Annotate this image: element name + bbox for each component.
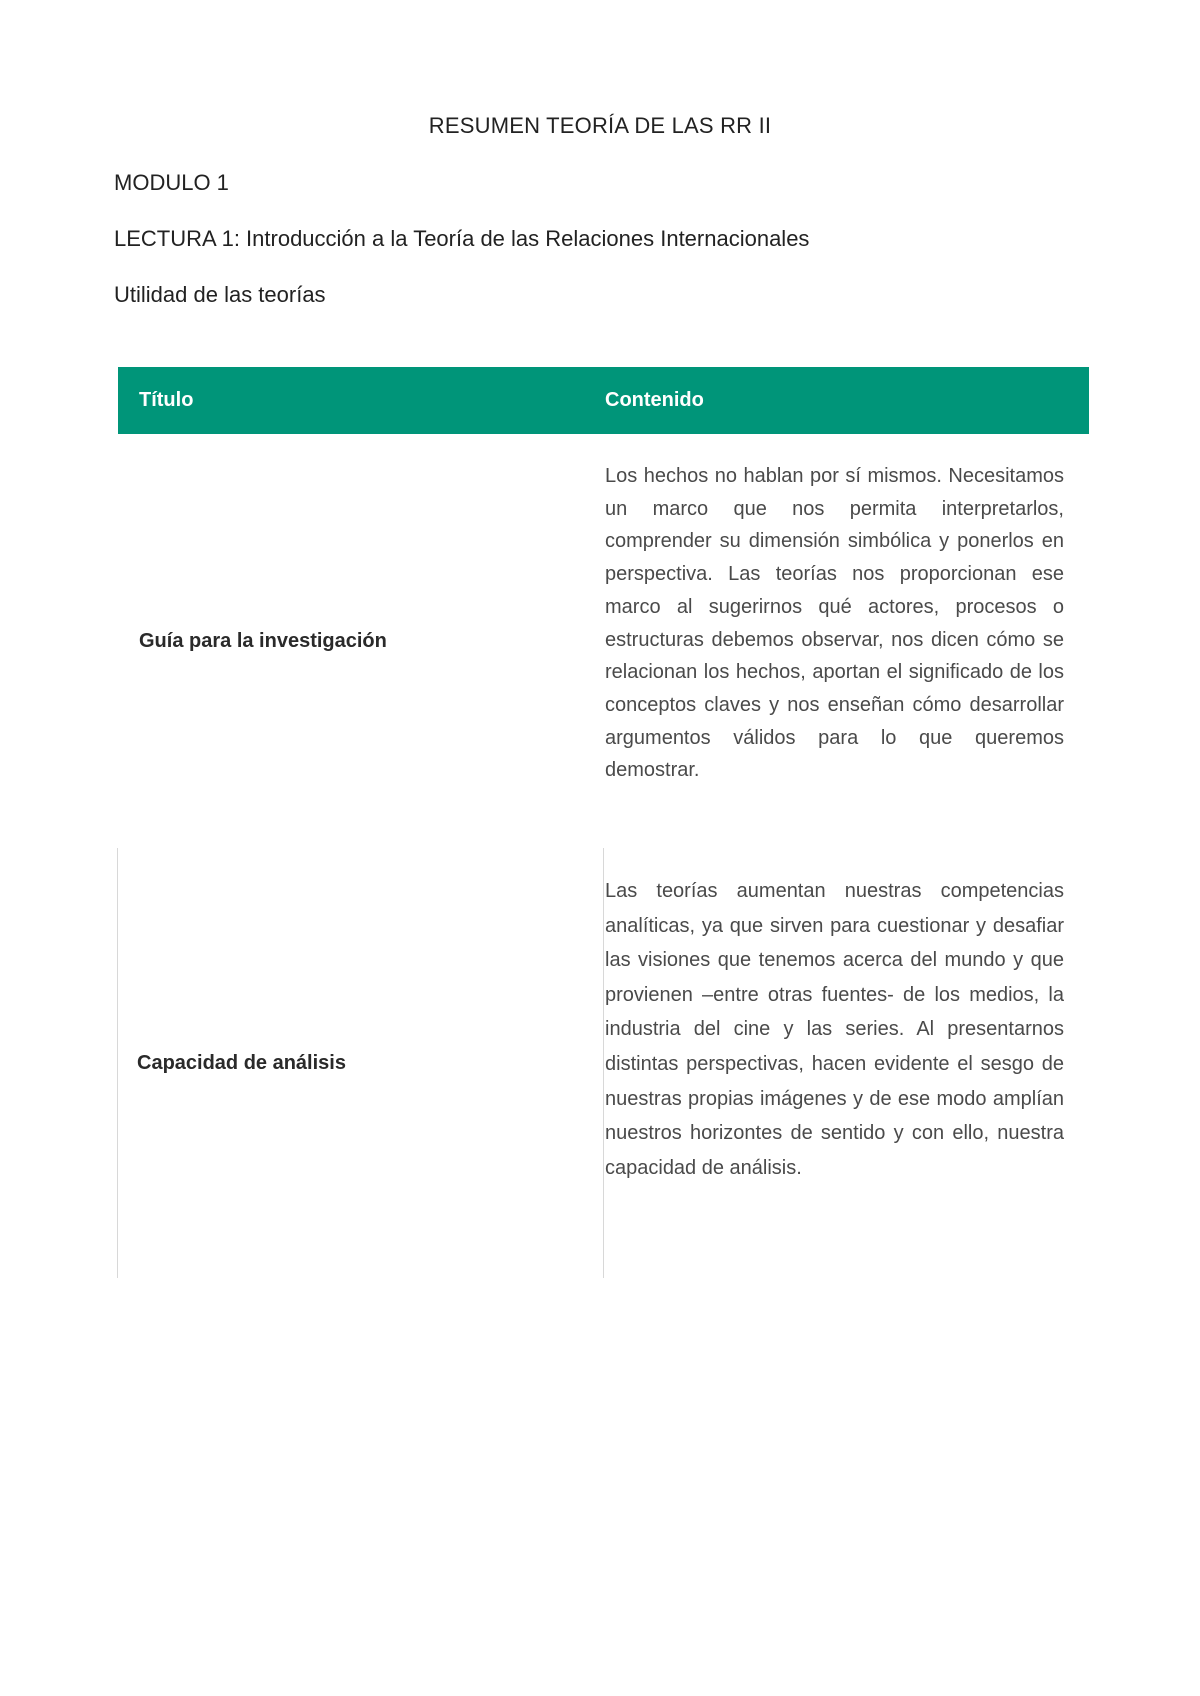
table-header (118, 367, 1089, 434)
table-row (118, 434, 1089, 848)
row-title-cell: Guía para la investigación (139, 629, 387, 652)
page-title: RESUMEN TEORÍA DE LAS RR II (428, 113, 772, 138)
lecture-heading: LECTURA 1: Introducción a la Teoría de las Relaciones Internacionales (114, 226, 810, 251)
column-header-title: Título (139, 389, 194, 411)
row-content-cell: Los hechos no hablan por sí mismos. Necesitamos un marco que nos permita interpretarlos, comprender su dimensión simbólica y ponerlos en perspectiva. Las teorías nos proporcionan ese marco al sugerirnos qué actores, procesos o estructuras debemos observar, nos dicen cómo se relacionan los hechos, aportan el significado de los conceptos claves y nos enseñan cómo desarrollar argumentos válidos para lo que queremos demostrar. (605, 465, 1064, 782)
row-title-cell: Capacidad de análisis (137, 1051, 346, 1074)
theory-utility-table (118, 367, 1089, 1278)
row-content-cell: Las teorías aumentan nuestras competencias analíticas, ya que sirven para cuestionar y desafiar las visiones que tenemos acerca del mundo y que provienen –entre otras fuentes- de los medios, la industria del cine y las series. Al presentarnos distintas perspectivas, hacen evidente el sesgo de nuestras propias imágenes y de ese modo amplían nuestros horizontes de sentido y con ello, nuestra capacidad de análisis. (605, 880, 1064, 1179)
module-heading: MODULO 1 (114, 170, 229, 195)
column-header-content: Contenido (605, 389, 704, 411)
table-row (118, 848, 1089, 1278)
section-subtitle: Utilidad de las teorías (114, 282, 326, 307)
